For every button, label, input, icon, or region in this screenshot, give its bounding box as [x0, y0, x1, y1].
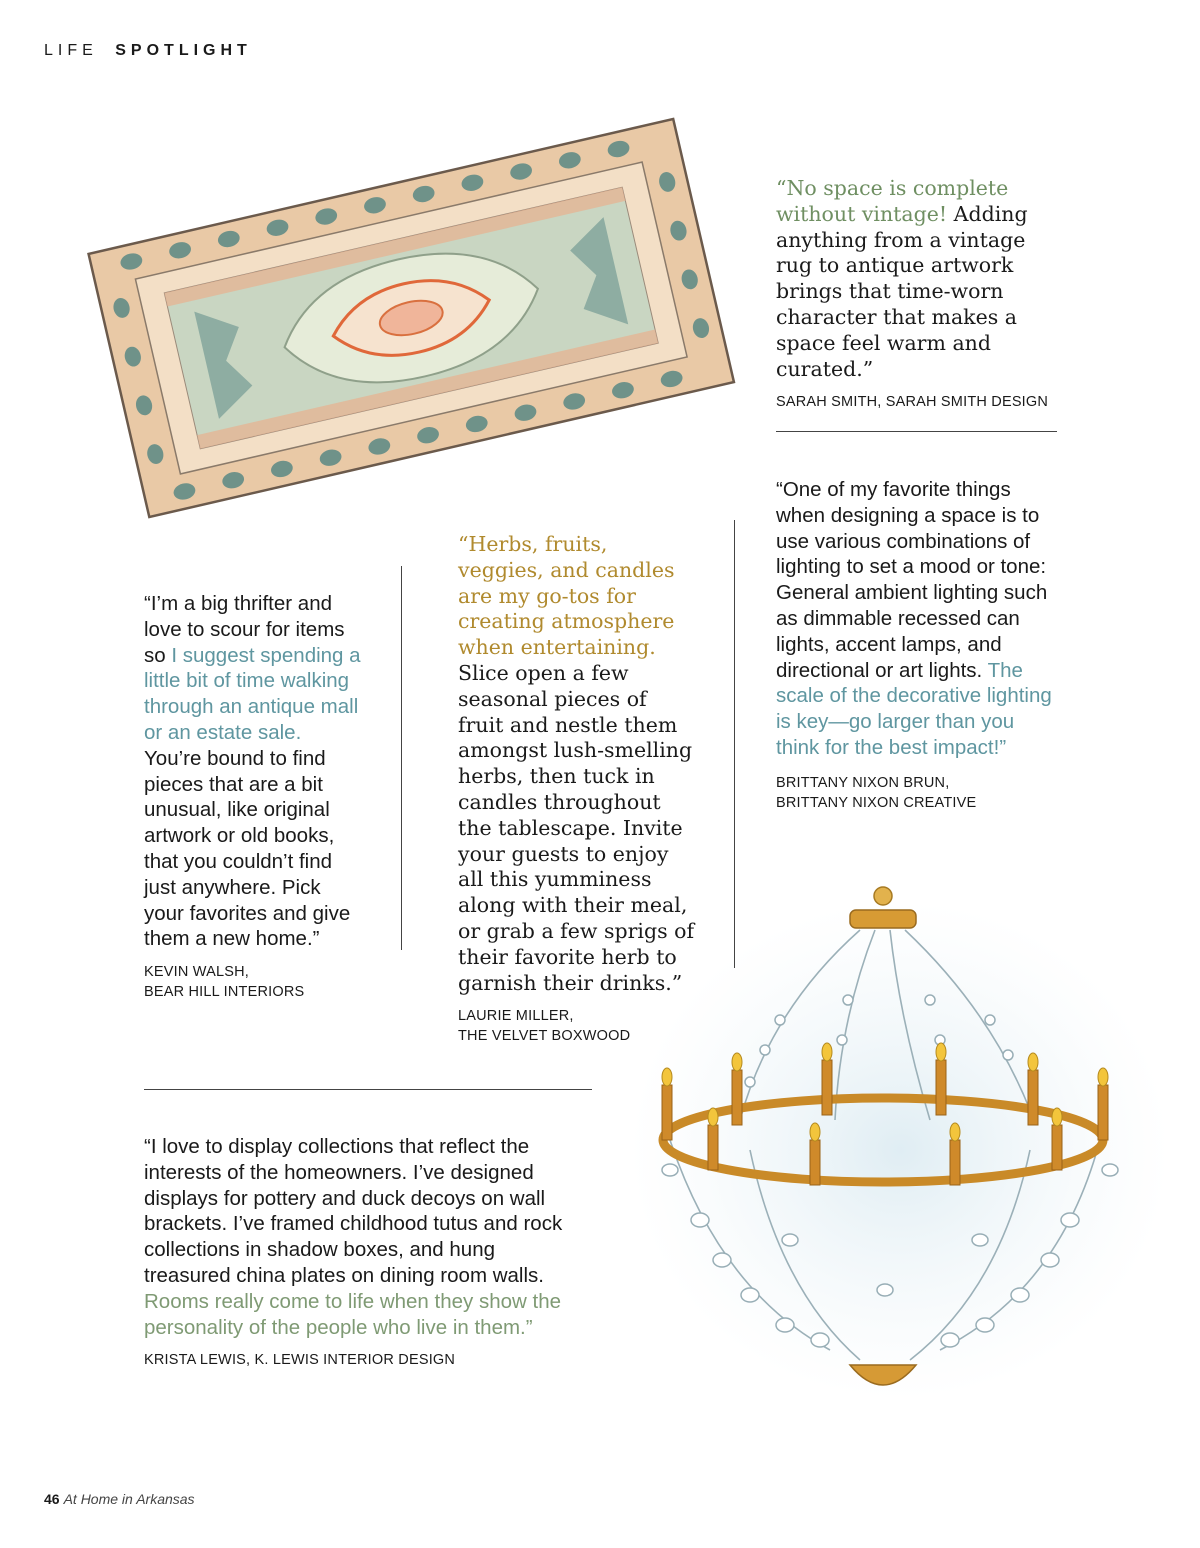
quote-intro: “I’m a big thrifter and love to scour for items so [144, 592, 345, 667]
attribution-company: THE VELVET BOXWOOD [458, 1028, 631, 1045]
quote-text [144, 591, 362, 952]
quote-laurie-miller [458, 532, 698, 1046]
attribution-company: BEAR HILL INTERIORS [144, 984, 305, 1001]
quote-highlight: Rooms really come to life when they show the personality of the people who live in them.” [144, 1289, 562, 1339]
section-label: LIFE [44, 42, 98, 59]
quote-brittany-nixon-brun [776, 477, 1061, 813]
page-number: 46 [44, 1491, 60, 1507]
page-footer [44, 1491, 195, 1507]
quote-text [776, 176, 1066, 382]
attribution-name: KEVIN WALSH, [144, 964, 249, 981]
quote-highlight: I suggest spending a little bit of time walking through an antique mall or an estate sale. [144, 643, 361, 744]
attribution-name: BRITTANY NIXON BRUN, [776, 774, 950, 791]
attribution-name: LAURIE MILLER, [458, 1008, 574, 1025]
quote-attribution [776, 773, 1061, 813]
divider [144, 1089, 592, 1090]
quote-highlight: The scale of the decorative lighting is key—go larger than you think for the best impact!” [776, 658, 1052, 759]
quote-body: “One of my favorite things when designing a space is to use various combinations of lighting to set a mood or tone: General ambient lighting such as dimmable recessed can lights, accent lamps, and directional or art lights. [776, 478, 1048, 682]
section-title: SPOTLIGHT [115, 42, 252, 59]
quote-kevin-walsh [144, 591, 362, 1002]
quote-highlight: “No space is complete without vintage! [776, 176, 1009, 226]
quote-attribution [144, 962, 362, 1002]
divider [776, 431, 1057, 432]
quote-body: You’re bound to find pieces that are a bit unusual, like original artwork or old books, that you couldn’t find just anywhere. Pick your favorites and give them a new home.” [144, 746, 351, 951]
quote-highlight: “Herbs, fruits, veggies, and candles are my go-tos for creating atmosphere when entertaining. [458, 532, 675, 660]
section-header [44, 42, 252, 60]
quote-sarah-smith [776, 176, 1066, 412]
quote-text [144, 1134, 584, 1340]
quote-krista-lewis [144, 1134, 584, 1370]
column-divider [401, 566, 402, 950]
attribution-company: BRITTANY NIXON CREATIVE [776, 794, 977, 811]
column-divider [734, 520, 735, 968]
quote-attribution: SARAH SMITH, SARAH SMITH DESIGN [776, 394, 1049, 411]
quote-body: Slice open a few seasonal pieces of fruit and nestle them amongst lush-smelling herbs, then tuck in candles throughout the tablescape. Invite your guests to enjoy all this yumminess along with their meal, or grab a few sprigs of their favorite herb to garnish their drinks.” [458, 660, 695, 995]
quote-text [458, 532, 698, 996]
quote-text [776, 477, 1061, 761]
rug-illustration [90, 92, 740, 532]
quote-attribution [458, 1006, 698, 1046]
magazine-title: At Home in Arkansas [63, 1491, 195, 1507]
quote-attribution: KRISTA LEWIS, K. LEWIS INTERIOR DESIGN [144, 1352, 456, 1369]
quote-body: “I love to display collections that reflect the interests of the homeowners. I’ve designed displays for pottery and duck decoys on wall brackets. I’ve framed childhood tutus and rock collections in shadow boxes, and hung treasured china plates on dining room walls. [144, 1135, 563, 1287]
quote-body: Adding anything from a vintage rug to antique artwork brings that time-worn character that makes a space feel warm and curated.” [776, 201, 1028, 381]
